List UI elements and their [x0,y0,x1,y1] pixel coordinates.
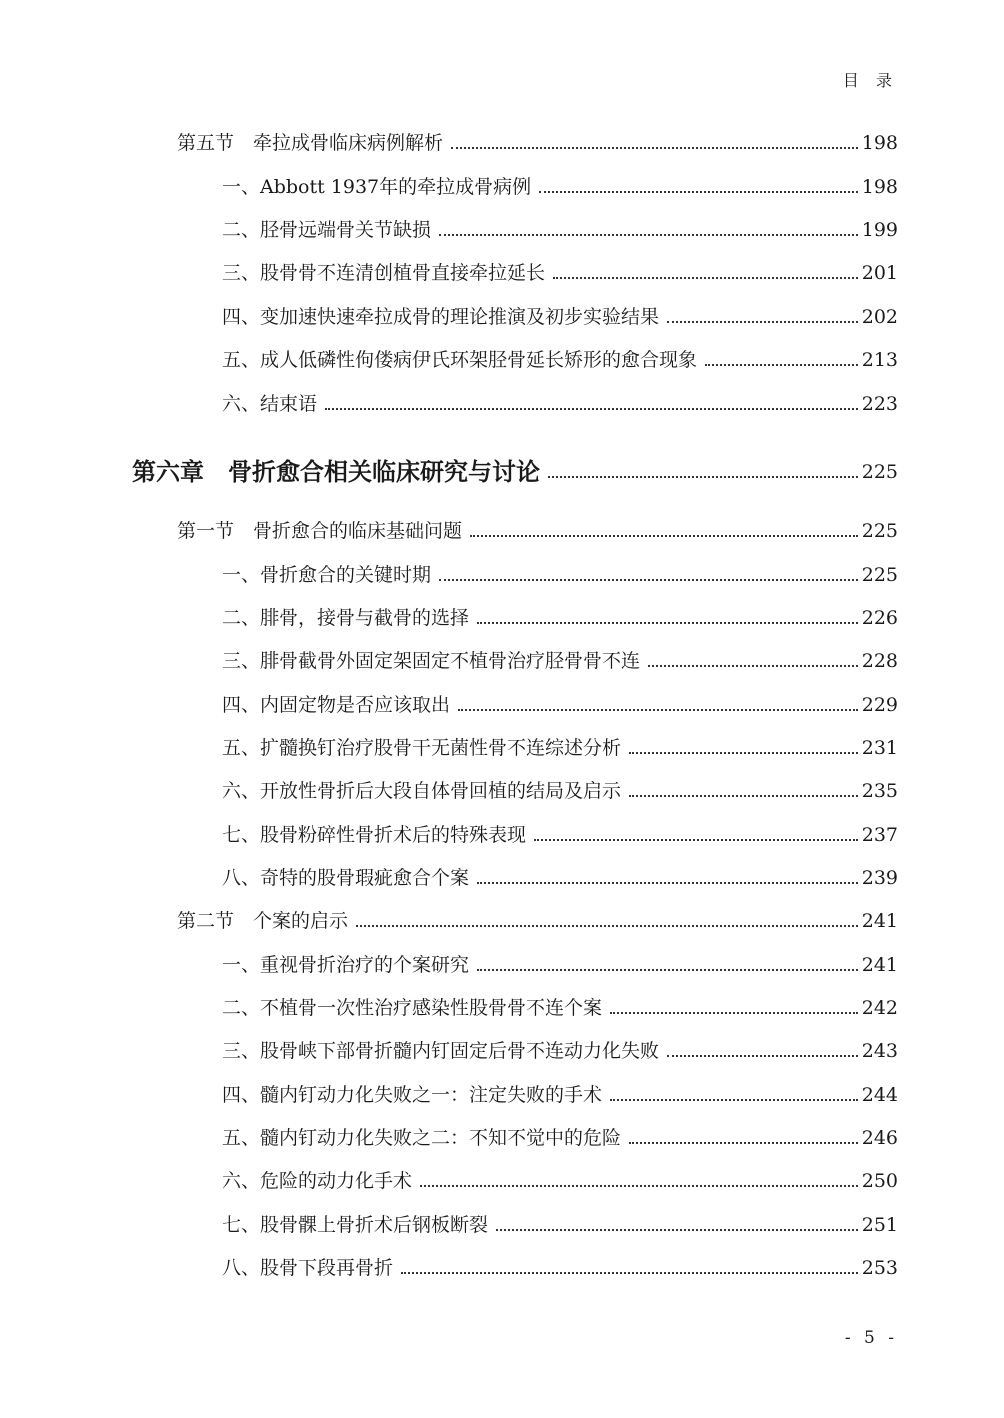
toc-entry-title: 七、股骨髁上骨折术后钢板断裂 [222,1214,489,1236]
dot-leader [539,191,858,193]
toc-entry-title: 四、髓内钉动力化失败之一：注定失败的手术 [222,1084,603,1106]
toc-entry-item[interactable] [222,1078,898,1108]
toc-entry-page: 235 [861,780,898,802]
toc-entry-page: 253 [861,1257,898,1279]
dot-leader [629,752,858,754]
toc-entry-title: 六、结束语 [222,393,318,415]
dot-leader [325,408,858,410]
toc-entry-item[interactable] [222,1034,898,1064]
toc-entry-page: 251 [861,1214,898,1236]
toc-entry-title: 七、股骨粉碎性骨折术后的特殊表现 [222,824,527,846]
dot-leader [420,1185,858,1187]
toc-entry-item[interactable] [222,688,898,718]
toc-entry-title: 八、股骨下段再骨折 [222,1257,394,1279]
dot-leader [401,1272,858,1274]
running-header: 目 录 [842,71,898,90]
toc-entry-page: 198 [861,132,898,154]
dot-leader [610,1099,858,1101]
toc-entry-title: 第五节 牵拉成骨临床病例解析 [177,132,444,154]
toc-entry-title: 三、腓骨截骨外固定架固定不植骨治疗胫骨骨不连 [222,650,641,672]
toc-entry-page: 226 [861,607,898,629]
dot-leader [356,925,858,927]
dot-leader [458,709,858,711]
toc-entry-page: 244 [861,1084,898,1106]
toc-entry-page: 198 [861,176,898,198]
toc-entry-title: 一、Abbott 1937年的牵拉成骨病例 [222,176,532,198]
toc-entry-item[interactable] [222,1208,898,1238]
toc-entry-title: 四、变加速快速牵拉成骨的理论推演及初步实验结果 [222,306,660,328]
toc-entry-item[interactable] [222,774,898,804]
toc-entry-page: 239 [861,867,898,889]
dot-leader [548,476,858,478]
toc-entry-title: 三、股骨峡下部骨折髓内钉固定后骨不连动力化失败 [222,1040,660,1062]
dot-leader [477,882,858,884]
toc-entry-page: 201 [861,262,898,284]
dot-leader [451,147,858,149]
toc-entry-item[interactable] [222,991,898,1021]
toc-entry-title: 四、内固定物是否应该取出 [222,694,451,716]
toc-entry-item[interactable] [222,387,898,417]
toc-entry-title: 五、成人低磷性佝偻病伊氏环架胫骨延长矫形的愈合现象 [222,349,698,371]
dot-leader [439,234,858,236]
toc-entry-title: 二、腓骨，接骨与截骨的选择 [222,607,470,629]
dot-leader [553,277,858,279]
toc-entry-title: 六、危险的动力化手术 [222,1170,413,1192]
toc-entry-item[interactable] [222,861,898,891]
dot-leader [439,579,858,581]
toc-entry-item[interactable] [222,818,898,848]
toc-entry-page: 213 [861,349,898,371]
toc-entry-title: 一、重视骨折治疗的个案研究 [222,954,470,976]
dot-leader [477,969,858,971]
toc-entry-title: 二、胫骨远端骨关节缺损 [222,219,432,241]
toc-entry-page: 242 [861,997,898,1019]
toc-entry-title: 三、股骨骨不连清创植骨直接牵拉延长 [222,262,546,284]
toc-entry-title: 第二节 个案的启示 [177,910,349,932]
toc-entry-item[interactable] [222,731,898,761]
toc-entry-page: 223 [861,393,898,415]
toc-entry-title: 五、扩髓换钉治疗股骨干无菌性骨不连综述分析 [222,737,622,759]
toc-entry-page: 225 [861,520,898,542]
toc-entry-title: 第一节 骨折愈合的临床基础问题 [177,520,463,542]
toc-entry-page: 237 [861,824,898,846]
toc-entry-page: 250 [861,1170,898,1192]
toc-entry-section[interactable] [177,904,898,934]
toc-entry-page: 229 [861,694,898,716]
dot-leader [667,1055,858,1057]
dot-leader [610,1012,858,1014]
toc-entry-title: 二、不植骨一次性治疗感染性股骨骨不连个案 [222,997,603,1019]
toc-entry-title: 六、开放性骨折后大段自体骨回植的结局及启示 [222,780,622,802]
toc-entry-page: 231 [861,737,898,759]
toc-entry-item[interactable] [222,1251,898,1281]
toc-entry-section[interactable] [177,126,898,156]
toc-entry-item[interactable] [222,1121,898,1151]
dot-leader [496,1229,858,1231]
toc-entry-item[interactable] [222,213,898,243]
toc-entry-item[interactable] [222,558,898,588]
toc-entry-page: 246 [861,1127,898,1149]
toc-entry-title: 八、奇特的股骨瑕疵愈合个案 [222,867,470,889]
dot-leader [648,665,858,667]
dot-leader [705,364,858,366]
dot-leader [534,839,858,841]
toc-entry-title: 一、骨折愈合的关键时期 [222,564,432,586]
toc-entry-title: 第六章 骨折愈合相关临床研究与讨论 [132,457,540,486]
toc-entry-item[interactable] [222,256,898,286]
toc-entry-page: 225 [861,461,898,483]
toc-entry-page: 225 [861,564,898,586]
toc-entry-page: 243 [861,1040,898,1062]
toc-entry-page: 202 [861,306,898,328]
toc-entry-chapter[interactable] [132,449,898,485]
dot-leader [470,535,858,537]
toc-entry-item[interactable] [222,948,898,978]
toc-entry-item[interactable] [222,1164,898,1194]
dot-leader [667,321,858,323]
toc-entry-item[interactable] [222,343,898,373]
toc-entry-page: 199 [861,219,898,241]
toc-entry-item[interactable] [222,601,898,631]
toc-entry-page: 241 [861,954,898,976]
dot-leader [629,1142,858,1144]
toc-entry-title: 五、髓内钉动力化失败之二：不知不觉中的危险 [222,1127,622,1149]
toc-entry-page: 228 [861,650,898,672]
toc-entry-section[interactable] [177,514,898,544]
page-number: - 5 - [844,1328,898,1348]
toc-entry-item[interactable] [222,300,898,330]
dot-leader [477,622,858,624]
toc-entry-page: 241 [861,910,898,932]
toc-entry-item[interactable] [222,170,898,200]
dot-leader [629,795,858,797]
toc-entry-item[interactable] [222,644,898,674]
